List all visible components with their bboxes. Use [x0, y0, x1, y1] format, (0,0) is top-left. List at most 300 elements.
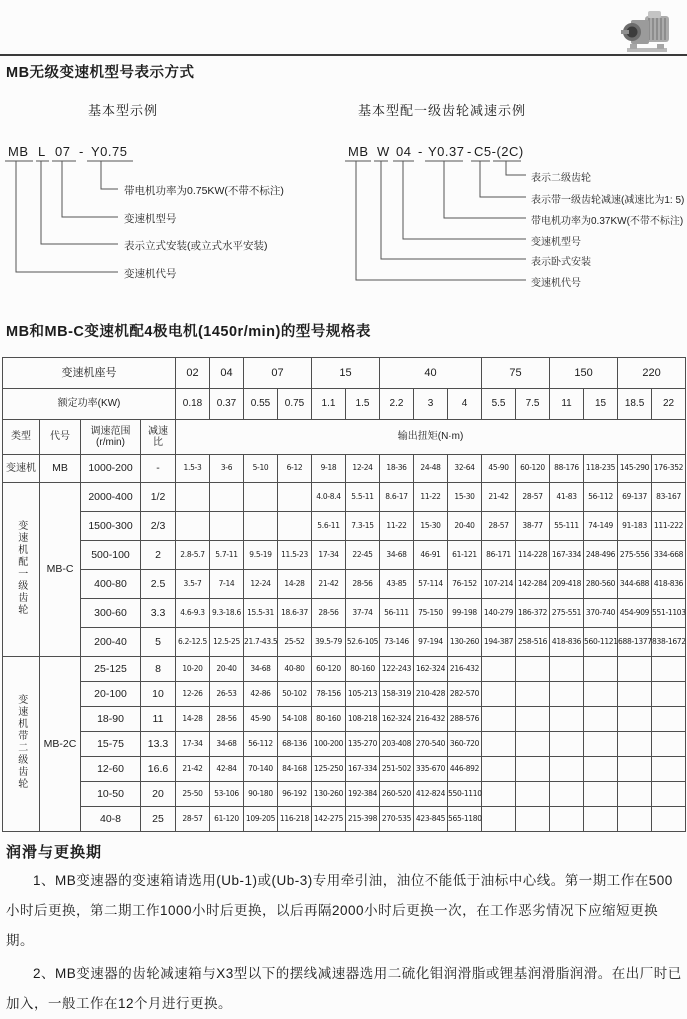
torque-value: 565-1180: [448, 807, 482, 832]
speed-range: 20-100: [81, 682, 141, 707]
torque-value: [584, 807, 618, 832]
torque-value: [618, 682, 652, 707]
table-row: [3, 782, 686, 807]
torque-value: 7-14: [210, 570, 244, 599]
torque-value: 21.7-43.5: [244, 628, 278, 657]
torque-value: 111-222: [652, 512, 686, 541]
section-code: MB-2C: [40, 657, 81, 832]
torque-value: [618, 757, 652, 782]
table-row: [3, 599, 686, 628]
torque-value: 162-324: [414, 657, 448, 682]
power-value: 22: [652, 389, 686, 420]
torque-value: 45-90: [244, 707, 278, 732]
torque-value: 68-136: [278, 732, 312, 757]
torque-value: 216-432: [414, 707, 448, 732]
torque-value: 96-192: [278, 782, 312, 807]
table-row: [3, 389, 686, 420]
page-title: MB无级变速机型号表示方式: [6, 65, 195, 81]
reduction-ratio: 13.3: [141, 732, 176, 757]
torque-value: 270-540: [414, 732, 448, 757]
model-code-part: -: [467, 144, 472, 159]
torque-value: 135-270: [346, 732, 380, 757]
torque-value: 9.5-19: [244, 541, 278, 570]
gearmotor-photo: [615, 6, 677, 56]
torque-value: 86-171: [482, 541, 516, 570]
torque-value: [550, 757, 584, 782]
spec-table-title: MB和MB-C变速机配4极电机(1450r/min)的型号规格表: [6, 324, 371, 340]
torque-value: 446-892: [448, 757, 482, 782]
torque-value: 344-688: [618, 570, 652, 599]
torque-value: 5-10: [244, 455, 278, 483]
torque-value: [278, 512, 312, 541]
torque-value: [584, 682, 618, 707]
torque-value: 45-90: [482, 455, 516, 483]
code-header: 代号: [40, 420, 81, 455]
torque-value: 418-836: [652, 570, 686, 599]
torque-value: [652, 732, 686, 757]
torque-value: 2.8-5.7: [176, 541, 210, 570]
diagram-caption-gear: 基本型配一级齿轮减速示例: [358, 103, 527, 118]
power-value: 0.37: [210, 389, 244, 420]
torque-value: 25-50: [176, 782, 210, 807]
seat-number: 40: [380, 358, 482, 389]
power-value: 5.5: [482, 389, 516, 420]
torque-value: 5.6-11: [312, 512, 346, 541]
power-value: 0.18: [176, 389, 210, 420]
torque-value: [210, 483, 244, 512]
torque-value: 12-24: [244, 570, 278, 599]
table-row: [3, 483, 686, 512]
torque-value: 69-137: [618, 483, 652, 512]
torque-value: 61-121: [448, 541, 482, 570]
torque-value: 216-432: [448, 657, 482, 682]
reduction-ratio: 8: [141, 657, 176, 682]
diagram-label: 表示二级齿轮: [531, 173, 591, 184]
speed-range: 400-80: [81, 570, 141, 599]
torque-value: [652, 757, 686, 782]
torque-value: 70-140: [244, 757, 278, 782]
torque-value: 46-91: [414, 541, 448, 570]
torque-value: 335-670: [414, 757, 448, 782]
torque-value: [516, 657, 550, 682]
diagram-label: 变速机代号: [124, 268, 177, 280]
model-code-part: Y0.75: [91, 144, 128, 159]
table-row: [3, 541, 686, 570]
torque-value: 88-176: [550, 455, 584, 483]
torque-value: [516, 757, 550, 782]
torque-value: 39.5-79: [312, 628, 346, 657]
speed-range: 200-40: [81, 628, 141, 657]
reduction-ratio: 3.3: [141, 599, 176, 628]
torque-value: [618, 657, 652, 682]
torque-value: [482, 732, 516, 757]
model-code-part: MB: [348, 144, 369, 159]
reduction-ratio: 2/3: [141, 512, 176, 541]
torque-value: 76-152: [448, 570, 482, 599]
table-row: [3, 657, 686, 682]
reduction-ratio: 10: [141, 682, 176, 707]
section-code: MB: [40, 455, 81, 483]
torque-value: 74-149: [584, 512, 618, 541]
torque-value: 209-418: [550, 570, 584, 599]
seat-number: 75: [482, 358, 550, 389]
torque-value: 4.6-9.3: [176, 599, 210, 628]
torque-value: 15.5-31: [244, 599, 278, 628]
header-rule: [0, 54, 687, 56]
torque-value: 34-68: [210, 732, 244, 757]
seat-number: 220: [618, 358, 686, 389]
torque-value: 60-120: [516, 455, 550, 483]
torque-value: 4.0-8.4: [312, 483, 346, 512]
seat-number: 150: [550, 358, 618, 389]
reduction-ratio: 1/2: [141, 483, 176, 512]
range-header: 调速范围 (r/min): [81, 420, 141, 455]
torque-value: 1.5-3: [176, 455, 210, 483]
power-value: 18.5: [618, 389, 652, 420]
reduction-ratio: 20: [141, 782, 176, 807]
torque-value: 56-111: [380, 599, 414, 628]
table-row: [3, 707, 686, 732]
torque-value: 26-53: [210, 682, 244, 707]
torque-value: 34-68: [244, 657, 278, 682]
torque-value: 3.5-7: [176, 570, 210, 599]
torque-value: 22-45: [346, 541, 380, 570]
torque-value: [482, 682, 516, 707]
torque-value: 7.3-15: [346, 512, 380, 541]
torque-value: 32-64: [448, 455, 482, 483]
torque-value: 14-28: [278, 570, 312, 599]
diagram-label: 表示卧式安装: [531, 257, 591, 268]
power-value: 2.2: [380, 389, 414, 420]
model-code-part: C5-(2C): [474, 144, 524, 159]
torque-value: 118-235: [584, 455, 618, 483]
table-row: [3, 512, 686, 541]
torque-value: 114-228: [516, 541, 550, 570]
torque-value: 52.6-105: [346, 628, 380, 657]
torque-value: 108-218: [346, 707, 380, 732]
torque-value: [482, 707, 516, 732]
lubrication-text: [6, 866, 682, 1019]
model-code-part: L: [38, 144, 46, 159]
torque-value: 20-40: [448, 512, 482, 541]
diagram-label: 表示带一级齿轮减速(减速比为1: 5): [531, 195, 685, 206]
power-value: 0.55: [244, 389, 278, 420]
torque-value: 84-168: [278, 757, 312, 782]
torque-value: 75-150: [414, 599, 448, 628]
power-value: 1.1: [312, 389, 346, 420]
torque-header: 输出扭矩(N·m): [176, 420, 686, 455]
torque-value: 40-80: [278, 657, 312, 682]
torque-value: 15-30: [448, 483, 482, 512]
torque-value: 370-740: [584, 599, 618, 628]
torque-value: 42-84: [210, 757, 244, 782]
diagram-label: 变速机代号: [531, 278, 581, 289]
torque-value: 17-34: [312, 541, 346, 570]
speed-range: 2000-400: [81, 483, 141, 512]
torque-value: [482, 807, 516, 832]
torque-value: 454-909: [618, 599, 652, 628]
torque-value: [652, 707, 686, 732]
torque-value: 21-42: [482, 483, 516, 512]
torque-value: [550, 682, 584, 707]
torque-value: 12-24: [346, 455, 380, 483]
seat-number: 07: [244, 358, 312, 389]
torque-value: 167-334: [550, 541, 584, 570]
torque-value: [652, 807, 686, 832]
torque-value: 130-260: [312, 782, 346, 807]
torque-value: 54-108: [278, 707, 312, 732]
speed-range: 25-125: [81, 657, 141, 682]
torque-value: 125-250: [312, 757, 346, 782]
model-code-part: W: [377, 144, 390, 159]
torque-value: 6-12: [278, 455, 312, 483]
section-code: MB-C: [40, 483, 81, 657]
power-value: 11: [550, 389, 584, 420]
torque-value: 28-56: [210, 707, 244, 732]
speed-range: 300-60: [81, 599, 141, 628]
power-value: 3: [414, 389, 448, 420]
torque-value: 5.7-11: [210, 541, 244, 570]
torque-value: [618, 782, 652, 807]
torque-value: [516, 807, 550, 832]
torque-value: 162-324: [380, 707, 414, 732]
torque-value: 99-198: [448, 599, 482, 628]
torque-value: [516, 732, 550, 757]
power-value: 4: [448, 389, 482, 420]
torque-value: 21-42: [176, 757, 210, 782]
speed-range: 15-75: [81, 732, 141, 757]
torque-value: [176, 483, 210, 512]
torque-value: [584, 782, 618, 807]
seat-number: 04: [210, 358, 244, 389]
torque-value: 28-56: [346, 570, 380, 599]
torque-value: 37-74: [346, 599, 380, 628]
seat-number: 02: [176, 358, 210, 389]
torque-value: 21-42: [312, 570, 346, 599]
model-code-part: MB: [8, 144, 29, 159]
torque-value: 275-551: [550, 599, 584, 628]
power-value: 1.5: [346, 389, 380, 420]
torque-value: 122-243: [380, 657, 414, 682]
torque-value: 167-334: [346, 757, 380, 782]
table-row: [3, 455, 686, 483]
torque-value: [278, 483, 312, 512]
speed-range: 10-50: [81, 782, 141, 807]
torque-value: 18.6-37: [278, 599, 312, 628]
diagram-label: 表示立式安装(或立式水平安装): [124, 240, 268, 252]
diagram-connector-lines: [0, 140, 687, 290]
ratio-header: 减速 比: [141, 420, 176, 455]
torque-value: 270-535: [380, 807, 414, 832]
torque-value: [652, 657, 686, 682]
torque-value: 116-218: [278, 807, 312, 832]
torque-value: [618, 707, 652, 732]
torque-value: [550, 707, 584, 732]
torque-value: 105-213: [346, 682, 380, 707]
torque-value: 107-214: [482, 570, 516, 599]
torque-value: 11-22: [414, 483, 448, 512]
speed-range: 1500-300: [81, 512, 141, 541]
torque-value: [210, 512, 244, 541]
torque-value: 28-56: [312, 599, 346, 628]
torque-value: [244, 512, 278, 541]
spec-table: [2, 357, 686, 832]
type-header: 类型: [3, 420, 40, 455]
torque-value: 50-102: [278, 682, 312, 707]
torque-value: [550, 807, 584, 832]
torque-value: 418-836: [550, 628, 584, 657]
reduction-ratio: 25: [141, 807, 176, 832]
table-row: [3, 628, 686, 657]
torque-value: 11-22: [380, 512, 414, 541]
torque-value: [584, 732, 618, 757]
torque-value: 57-114: [414, 570, 448, 599]
reduction-ratio: 11: [141, 707, 176, 732]
torque-value: 288-576: [448, 707, 482, 732]
torque-value: 100-200: [312, 732, 346, 757]
torque-value: 43-85: [380, 570, 414, 599]
torque-value: [550, 657, 584, 682]
torque-value: 25-52: [278, 628, 312, 657]
torque-value: 334-668: [652, 541, 686, 570]
table-row: [3, 570, 686, 599]
torque-value: [516, 782, 550, 807]
torque-value: 8.6-17: [380, 483, 414, 512]
torque-value: 176-352: [652, 455, 686, 483]
torque-value: 251-502: [380, 757, 414, 782]
torque-value: 142-284: [516, 570, 550, 599]
torque-value: 38-77: [516, 512, 550, 541]
torque-value: 423-845: [414, 807, 448, 832]
torque-value: 20-40: [210, 657, 244, 682]
torque-value: 6.2-12.5: [176, 628, 210, 657]
torque-value: 41-83: [550, 483, 584, 512]
table-row: [3, 420, 686, 455]
torque-value: [516, 707, 550, 732]
torque-value: 280-560: [584, 570, 618, 599]
torque-value: 34-68: [380, 541, 414, 570]
torque-value: 53-106: [210, 782, 244, 807]
torque-value: 14-28: [176, 707, 210, 732]
torque-value: 838-1672: [652, 628, 686, 657]
torque-value: [482, 657, 516, 682]
torque-value: 203-408: [380, 732, 414, 757]
torque-value: 73-146: [380, 628, 414, 657]
lubrication-paragraph-1: 1、MB变速器的变速箱请选用(Ub-1)或(Ub-3)专用牵引油，油位不能低于油标中心线。第一期工作在500小时后更换，第二期工作1000小时后更换，以后再隔2000小时后更换一次，在工作恶劣情况下应缩短更换期。: [6, 873, 673, 948]
diagram-label: 变速机型号: [124, 213, 177, 225]
model-code-part: 04: [396, 144, 412, 159]
torque-value: [584, 707, 618, 732]
torque-value: 215-398: [346, 807, 380, 832]
torque-value: 60-120: [312, 657, 346, 682]
model-code-part: 07: [55, 144, 71, 159]
torque-value: 24-48: [414, 455, 448, 483]
torque-value: 688-1377: [618, 628, 652, 657]
diagram-label: 带电机功率为0.37KW(不带不标注): [531, 216, 684, 227]
seat-header-label: 变速机座号: [3, 358, 176, 389]
reduction-ratio: 5: [141, 628, 176, 657]
diagram-label: 带电机功率为0.75KW(不带不标注): [124, 185, 284, 197]
torque-value: 360-720: [448, 732, 482, 757]
table-row: [3, 807, 686, 832]
torque-value: 18-36: [380, 455, 414, 483]
speed-range: 40-8: [81, 807, 141, 832]
torque-value: 15-30: [414, 512, 448, 541]
torque-value: 3-6: [210, 455, 244, 483]
lubrication-paragraph-2: 2、MB变速器的齿轮减速箱与X3型以下的摆线减速器选用二硫化钼润滑脂或锂基润滑脂润滑。在出厂时已加入，一般工作在12个月进行更换。: [6, 966, 682, 1011]
torque-value: 56-112: [584, 483, 618, 512]
speed-range: 12-60: [81, 757, 141, 782]
reduction-ratio: 2: [141, 541, 176, 570]
torque-value: [482, 757, 516, 782]
torque-value: 90-180: [244, 782, 278, 807]
torque-value: [550, 782, 584, 807]
reduction-ratio: -: [141, 455, 176, 483]
torque-value: [584, 757, 618, 782]
torque-value: 109-205: [244, 807, 278, 832]
table-row: [3, 757, 686, 782]
power-value: 15: [584, 389, 618, 420]
torque-value: 55-111: [550, 512, 584, 541]
torque-value: 210-428: [414, 682, 448, 707]
torque-value: 260-520: [380, 782, 414, 807]
torque-value: 9-18: [312, 455, 346, 483]
torque-value: 42-86: [244, 682, 278, 707]
power-label: 额定功率(KW): [3, 389, 176, 420]
power-value: 7.5: [516, 389, 550, 420]
torque-value: 248-496: [584, 541, 618, 570]
torque-value: 10-20: [176, 657, 210, 682]
seat-number: 15: [312, 358, 380, 389]
torque-value: 186-372: [516, 599, 550, 628]
reduction-ratio: 2.5: [141, 570, 176, 599]
torque-value: 192-384: [346, 782, 380, 807]
table-row: [3, 358, 686, 389]
torque-value: 140-279: [482, 599, 516, 628]
torque-value: [618, 732, 652, 757]
torque-value: [516, 682, 550, 707]
torque-value: 258-516: [516, 628, 550, 657]
torque-value: 560-1121: [584, 628, 618, 657]
torque-value: 78-156: [312, 682, 346, 707]
model-code-part: -: [79, 144, 84, 159]
torque-value: 145-290: [618, 455, 652, 483]
lubrication-heading: 润滑与更换期: [6, 844, 103, 861]
torque-value: 80-160: [346, 657, 380, 682]
model-code-part: Y0.37: [428, 144, 465, 159]
torque-value: 56-112: [244, 732, 278, 757]
section-type: 变速机配一级齿轮: [3, 483, 40, 657]
torque-value: 28-57: [516, 483, 550, 512]
torque-value: 83-167: [652, 483, 686, 512]
diagram-label: 变速机型号: [531, 237, 581, 248]
section-type: 变速机: [3, 455, 40, 483]
torque-value: [176, 512, 210, 541]
speed-range: 500-100: [81, 541, 141, 570]
torque-value: 61-120: [210, 807, 244, 832]
torque-value: 142-275: [312, 807, 346, 832]
power-value: 0.75: [278, 389, 312, 420]
torque-value: 12.5-25: [210, 628, 244, 657]
torque-value: 194-387: [482, 628, 516, 657]
torque-value: [244, 483, 278, 512]
torque-value: 97-194: [414, 628, 448, 657]
torque-value: 275-556: [618, 541, 652, 570]
torque-value: [652, 682, 686, 707]
torque-value: 91-183: [618, 512, 652, 541]
torque-value: 17-34: [176, 732, 210, 757]
torque-value: 412-824: [414, 782, 448, 807]
